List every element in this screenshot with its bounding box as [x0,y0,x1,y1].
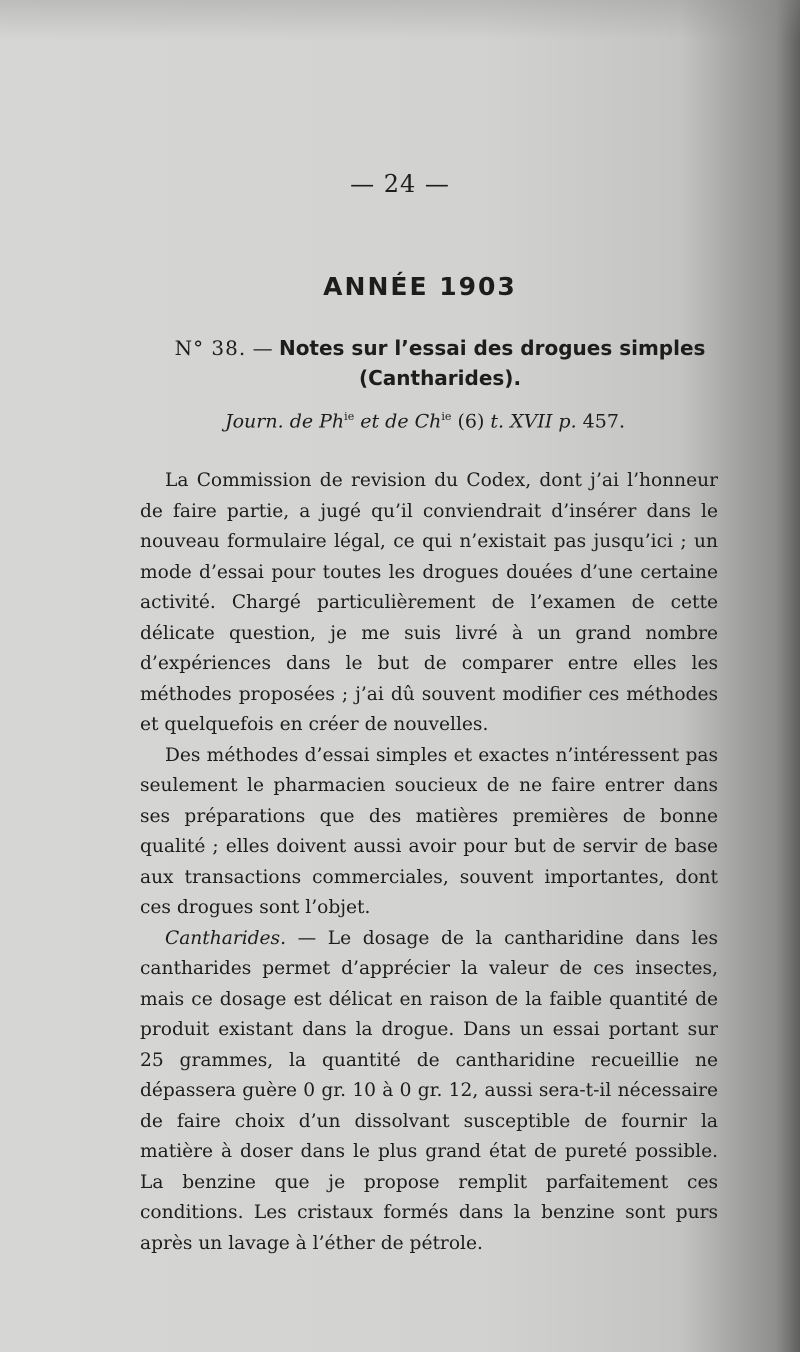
paragraph-1: La Commission de revision du Codex, dont j’ai l’honneur de faire partie, a jugé qu’il conviendrait d’insérer dans le nouveau formulaire légal, ce qui n’existait pas jusqu’ici ; un mode d’essai pour toutes les drogues douées d’une certaine activité. Chargé particulièrement de l’examen de cette délicate question, je me suis livré à un grand nombre d’expériences dans le but de comparer entre elles les méthodes proposées ; j’ai dû souvent modifier ces méthodes et quelquefois en créer de nouvelles. [140,470,718,735]
paragraph-2: Des méthodes d’essai simples et exactes n’intéressent pas seulement le pharmacien soucieux de ne faire entrer dans ses préparations que des matières premières de bonne qualité ; elles doivent aussi avoir pour but de servir de base aux transactions commerciales, souvent importantes, dont ces drogues sont l’objet. [140,744,718,918]
article-title-line1: Notes sur l’essai des drogues simples [278,336,706,360]
article-title [150,333,730,393]
citation-mid: et de Ch [354,410,442,433]
article-title-line2: (Cantharides). [358,366,522,390]
citation-page: 457. [576,410,625,433]
citation-journal-sup: ie [344,410,355,423]
citation-mid-sup: ie [441,410,452,423]
citation-volume: t. XVII p. [490,410,577,433]
paragraph-3-lead: Cantharides. [165,927,287,949]
article-number: N° 38. [174,336,247,360]
year-heading: ANNÉE 1903 [323,272,517,301]
paragraph-3 [140,924,718,1260]
paragraph-3-text: — Le dosage de la cantharidine dans les cantharides permet d’apprécier la valeur de ces insectes, mais ce dosage est délicat en raison de la faible quantité de produit existant dans la drogue. Dans un essai portant sur 25 grammes, la quantité de cantharidine recueillie ne dépassera guère 0 gr. 10 à 0 gr. 12, aussi sera-t-il nécessaire de faire choix d’un dissolvant susceptible de fournir la matière à doser dans le plus grand état de pureté possible. La benzine que je propose remplit parfaitement ces conditions. Les cristaux formés dans la benzine sont purs après un lavage à l’éther de pétrole. [140,927,718,1254]
body-text [140,466,718,1259]
citation-journal: Journ. de Ph [225,410,345,433]
page-number: — 24 — [350,170,450,198]
scan-shadow [0,0,800,40]
article-dash: — [246,336,279,360]
citation [0,410,800,432]
citation-series: (6) [451,410,491,433]
